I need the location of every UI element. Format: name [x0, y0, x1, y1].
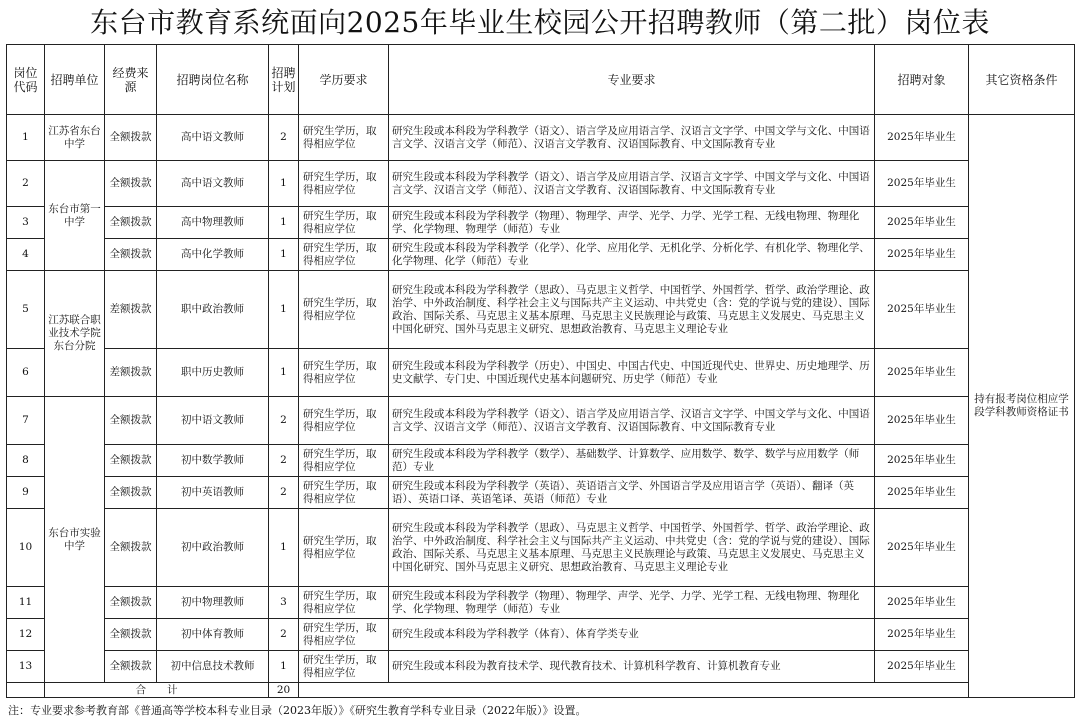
- cell-major: 研究生段或本科段为学科教学（语文）、语言学及应用语言学、汉语言文字学、中国文学与文化、中国语言文学、汉语言文学（师范）、汉语言文学教育、汉语国际教育、中文国际教育专业: [389, 161, 875, 207]
- cell-edu: 研究生学历，取得相应学位: [299, 349, 389, 397]
- total-row: [7, 683, 1075, 698]
- cell-funding: 差额拨款: [105, 271, 157, 349]
- cell-edu: 研究生学历，取得相应学位: [299, 509, 389, 587]
- table-row: [7, 115, 1075, 161]
- cell-code: 2: [7, 161, 45, 207]
- cell-post: 高中物理教师: [157, 207, 269, 239]
- cell-code: 13: [7, 651, 45, 683]
- total-empty: [299, 683, 969, 698]
- recruitment-table: [6, 44, 1075, 698]
- cell-code: 9: [7, 477, 45, 509]
- cell-edu: 研究生学历，取得相应学位: [299, 397, 389, 445]
- cell-code: 1: [7, 115, 45, 161]
- cell-code: 3: [7, 207, 45, 239]
- cell-post: 初中信息技术教师: [157, 651, 269, 683]
- cell-major: 研究生段或本科段为学科教学（历史）、中国史、中国古代史、中国近现代史、世界史、历史地理学、历史文献学、专门史、中国近现代史基本问题研究、历史学（师范）专业: [389, 349, 875, 397]
- cell-funding: 全额拨款: [105, 619, 157, 651]
- cell-major: 研究生段或本科段为学科教学（数学）、基础数学、计算数学、应用数学、数学、数学与应用数学（师范）专业: [389, 445, 875, 477]
- footnote: 注：专业要求参考教育部《普通高等学校本科专业目录（2023年版）》《研究生教育学科专业目录（2022年版）》设置。: [8, 704, 587, 717]
- cell-funding: 全额拨款: [105, 397, 157, 445]
- cell-funding: 全额拨款: [105, 161, 157, 207]
- cell-target: 2025年毕业生: [875, 445, 969, 477]
- table-row: [7, 207, 1075, 239]
- cell-code: 5: [7, 271, 45, 349]
- cell-plan: 1: [269, 161, 299, 207]
- cell-funding: 差额拨款: [105, 349, 157, 397]
- cell-edu: 研究生学历，取得相应学位: [299, 587, 389, 619]
- cell-plan: 2: [269, 477, 299, 509]
- cell-major: 研究生段或本科段为学科教学（物理）、物理学、声学、光学、力学、光学工程、无线电物理、物理化学、化学物理、物理学（师范）专业: [389, 587, 875, 619]
- cell-post: 高中化学教师: [157, 239, 269, 271]
- table-row: [7, 651, 1075, 683]
- cell-post: 初中英语教师: [157, 477, 269, 509]
- cell-major: 研究生段或本科段为学科教学（语文）、语言学及应用语言学、汉语言文字学、中国文学与文化、中国语言文学、汉语言文学（师范）、汉语言文学教育、汉语国际教育、中文国际教育专业: [389, 115, 875, 161]
- cell-target: 2025年毕业生: [875, 587, 969, 619]
- cell-major: 研究生段或本科段为学科教学（体育）、体育学类专业: [389, 619, 875, 651]
- cell-funding: 全额拨款: [105, 477, 157, 509]
- cell-target: 2025年毕业生: [875, 509, 969, 587]
- cell-post: 初中政治教师: [157, 509, 269, 587]
- total-value: 20: [269, 683, 299, 698]
- header-edu: 学历要求: [299, 45, 389, 115]
- cell-post: 初中物理教师: [157, 587, 269, 619]
- header-row: [7, 45, 1075, 115]
- cell-post: 高中语文教师: [157, 115, 269, 161]
- header-funding: 经费来源: [105, 45, 157, 115]
- header-major: 专业要求: [389, 45, 875, 115]
- table-row: [7, 239, 1075, 271]
- cell-major: 研究生段或本科段为学科教学（思政）、马克思主义哲学、中国哲学、外国哲学、哲学、政治学理论、政治学、中外政治制度、科学社会主义与国际共产主义运动、中共党史（含：党的学说与党的建设）、国际政治、国际关系、马克思主义基本原理、马克思主义民族理论与政策、马克思主义发展史、马克思主义中国化研究、国外马克思主义研究、思想政治教育、马克思主义理论专业: [389, 509, 875, 587]
- cell-unit: 东台市实验中学: [45, 397, 105, 683]
- cell-major: 研究生段或本科段为教育技术学、现代教育技术、计算机科学教育、计算机教育专业: [389, 651, 875, 683]
- cell-edu: 研究生学历，取得相应学位: [299, 271, 389, 349]
- cell-major: 研究生段或本科段为学科教学（思政）、马克思主义哲学、中国哲学、外国哲学、哲学、政治学理论、政治学、中外政治制度、科学社会主义与国际共产主义运动、中共党史（含：党的学说与党的建设）、国际政治、国际关系、马克思主义基本原理、马克思主义民族理论与政策、马克思主义发展史、马克思主义中国化研究、国外马克思主义研究、思想政治教育、马克思主义理论专业: [389, 271, 875, 349]
- cell-target: 2025年毕业生: [875, 161, 969, 207]
- table-row: [7, 477, 1075, 509]
- cell-major: 研究生段或本科段为学科教学（语文）、语言学及应用语言学、汉语言文字学、中国文学与文化、中国语言文学、汉语言文学（师范）、汉语言文学教育、汉语国际教育、中文国际教育专业: [389, 397, 875, 445]
- cell-plan: 1: [269, 349, 299, 397]
- table-row: [7, 619, 1075, 651]
- table-row: [7, 161, 1075, 207]
- table-row: [7, 445, 1075, 477]
- table-row: [7, 397, 1075, 445]
- cell-code: 10: [7, 509, 45, 587]
- cell-plan: 2: [269, 619, 299, 651]
- cell-edu: 研究生学历，取得相应学位: [299, 239, 389, 271]
- cell-funding: 全额拨款: [105, 115, 157, 161]
- cell-post: 职中历史教师: [157, 349, 269, 397]
- cell-funding: 全额拨款: [105, 651, 157, 683]
- cell-funding: 全额拨款: [105, 445, 157, 477]
- cell-edu: 研究生学历，取得相应学位: [299, 161, 389, 207]
- cell-target: 2025年毕业生: [875, 651, 969, 683]
- cell-code: 6: [7, 349, 45, 397]
- cell-post: 初中体育教师: [157, 619, 269, 651]
- cell-plan: 1: [269, 651, 299, 683]
- cell-plan: 1: [269, 509, 299, 587]
- cell-target: 2025年毕业生: [875, 115, 969, 161]
- cell-target: 2025年毕业生: [875, 239, 969, 271]
- cell-major: 研究生段或本科段为学科教学（物理）、物理学、声学、光学、力学、光学工程、无线电物理、物理化学、化学物理、物理学（师范）专业: [389, 207, 875, 239]
- page-title: 东台市教育系统面向2025年毕业生校园公开招聘教师（第二批）岗位表: [90, 6, 990, 39]
- cell-unit: 江苏联合职业技术学院东台分院: [45, 271, 105, 397]
- cell-plan: 1: [269, 207, 299, 239]
- table-row: [7, 271, 1075, 349]
- cell-post: 高中语文教师: [157, 161, 269, 207]
- cell-edu: 研究生学历，取得相应学位: [299, 115, 389, 161]
- cell-post: 职中政治教师: [157, 271, 269, 349]
- cell-target: 2025年毕业生: [875, 207, 969, 239]
- header-target: 招聘对象: [875, 45, 969, 115]
- header-unit: 招聘单位: [45, 45, 105, 115]
- cell-target: 2025年毕业生: [875, 271, 969, 349]
- cell-edu: 研究生学历，取得相应学位: [299, 207, 389, 239]
- cell-edu: 研究生学历，取得相应学位: [299, 477, 389, 509]
- cell-post: 初中数学教师: [157, 445, 269, 477]
- cell-code: 11: [7, 587, 45, 619]
- cell-plan: 3: [269, 587, 299, 619]
- total-empty: [7, 683, 45, 698]
- cell-post: 初中语文教师: [157, 397, 269, 445]
- cell-major: 研究生段或本科段为学科教学（化学）、化学、应用化学、无机化学、分析化学、有机化学、物理化学、化学物理、化学（师范）专业: [389, 239, 875, 271]
- total-label: 合 计: [45, 683, 269, 698]
- header-post: 招聘岗位名称: [157, 45, 269, 115]
- cell-other-condition: 持有报考岗位相应学段学科教师资格证书: [969, 115, 1075, 698]
- cell-plan: 1: [269, 239, 299, 271]
- cell-target: 2025年毕业生: [875, 349, 969, 397]
- header-code: 岗位代码: [7, 45, 45, 115]
- cell-unit: 东台市第一中学: [45, 161, 105, 271]
- cell-edu: 研究生学历，取得相应学位: [299, 651, 389, 683]
- cell-funding: 全额拨款: [105, 587, 157, 619]
- cell-code: 4: [7, 239, 45, 271]
- cell-target: 2025年毕业生: [875, 619, 969, 651]
- table-row: [7, 587, 1075, 619]
- cell-edu: 研究生学历，取得相应学位: [299, 619, 389, 651]
- cell-code: 8: [7, 445, 45, 477]
- cell-code: 7: [7, 397, 45, 445]
- cell-plan: 2: [269, 115, 299, 161]
- cell-plan: 1: [269, 271, 299, 349]
- table-row: [7, 509, 1075, 587]
- cell-funding: 全额拨款: [105, 207, 157, 239]
- cell-plan: 2: [269, 397, 299, 445]
- cell-funding: 全额拨款: [105, 509, 157, 587]
- cell-major: 研究生段或本科段为学科教学（英语）、英语语言文学、外国语言学及应用语言学（英语）、翻译（英语）、英语口译、英语笔译、英语（师范）专业: [389, 477, 875, 509]
- cell-plan: 2: [269, 445, 299, 477]
- cell-target: 2025年毕业生: [875, 397, 969, 445]
- header-other: 其它资格条件: [969, 45, 1075, 115]
- table-row: [7, 349, 1075, 397]
- cell-code: 12: [7, 619, 45, 651]
- cell-edu: 研究生学历，取得相应学位: [299, 445, 389, 477]
- cell-funding: 全额拨款: [105, 239, 157, 271]
- cell-target: 2025年毕业生: [875, 477, 969, 509]
- header-plan: 招聘计划: [269, 45, 299, 115]
- cell-unit: 江苏省东台中学: [45, 115, 105, 161]
